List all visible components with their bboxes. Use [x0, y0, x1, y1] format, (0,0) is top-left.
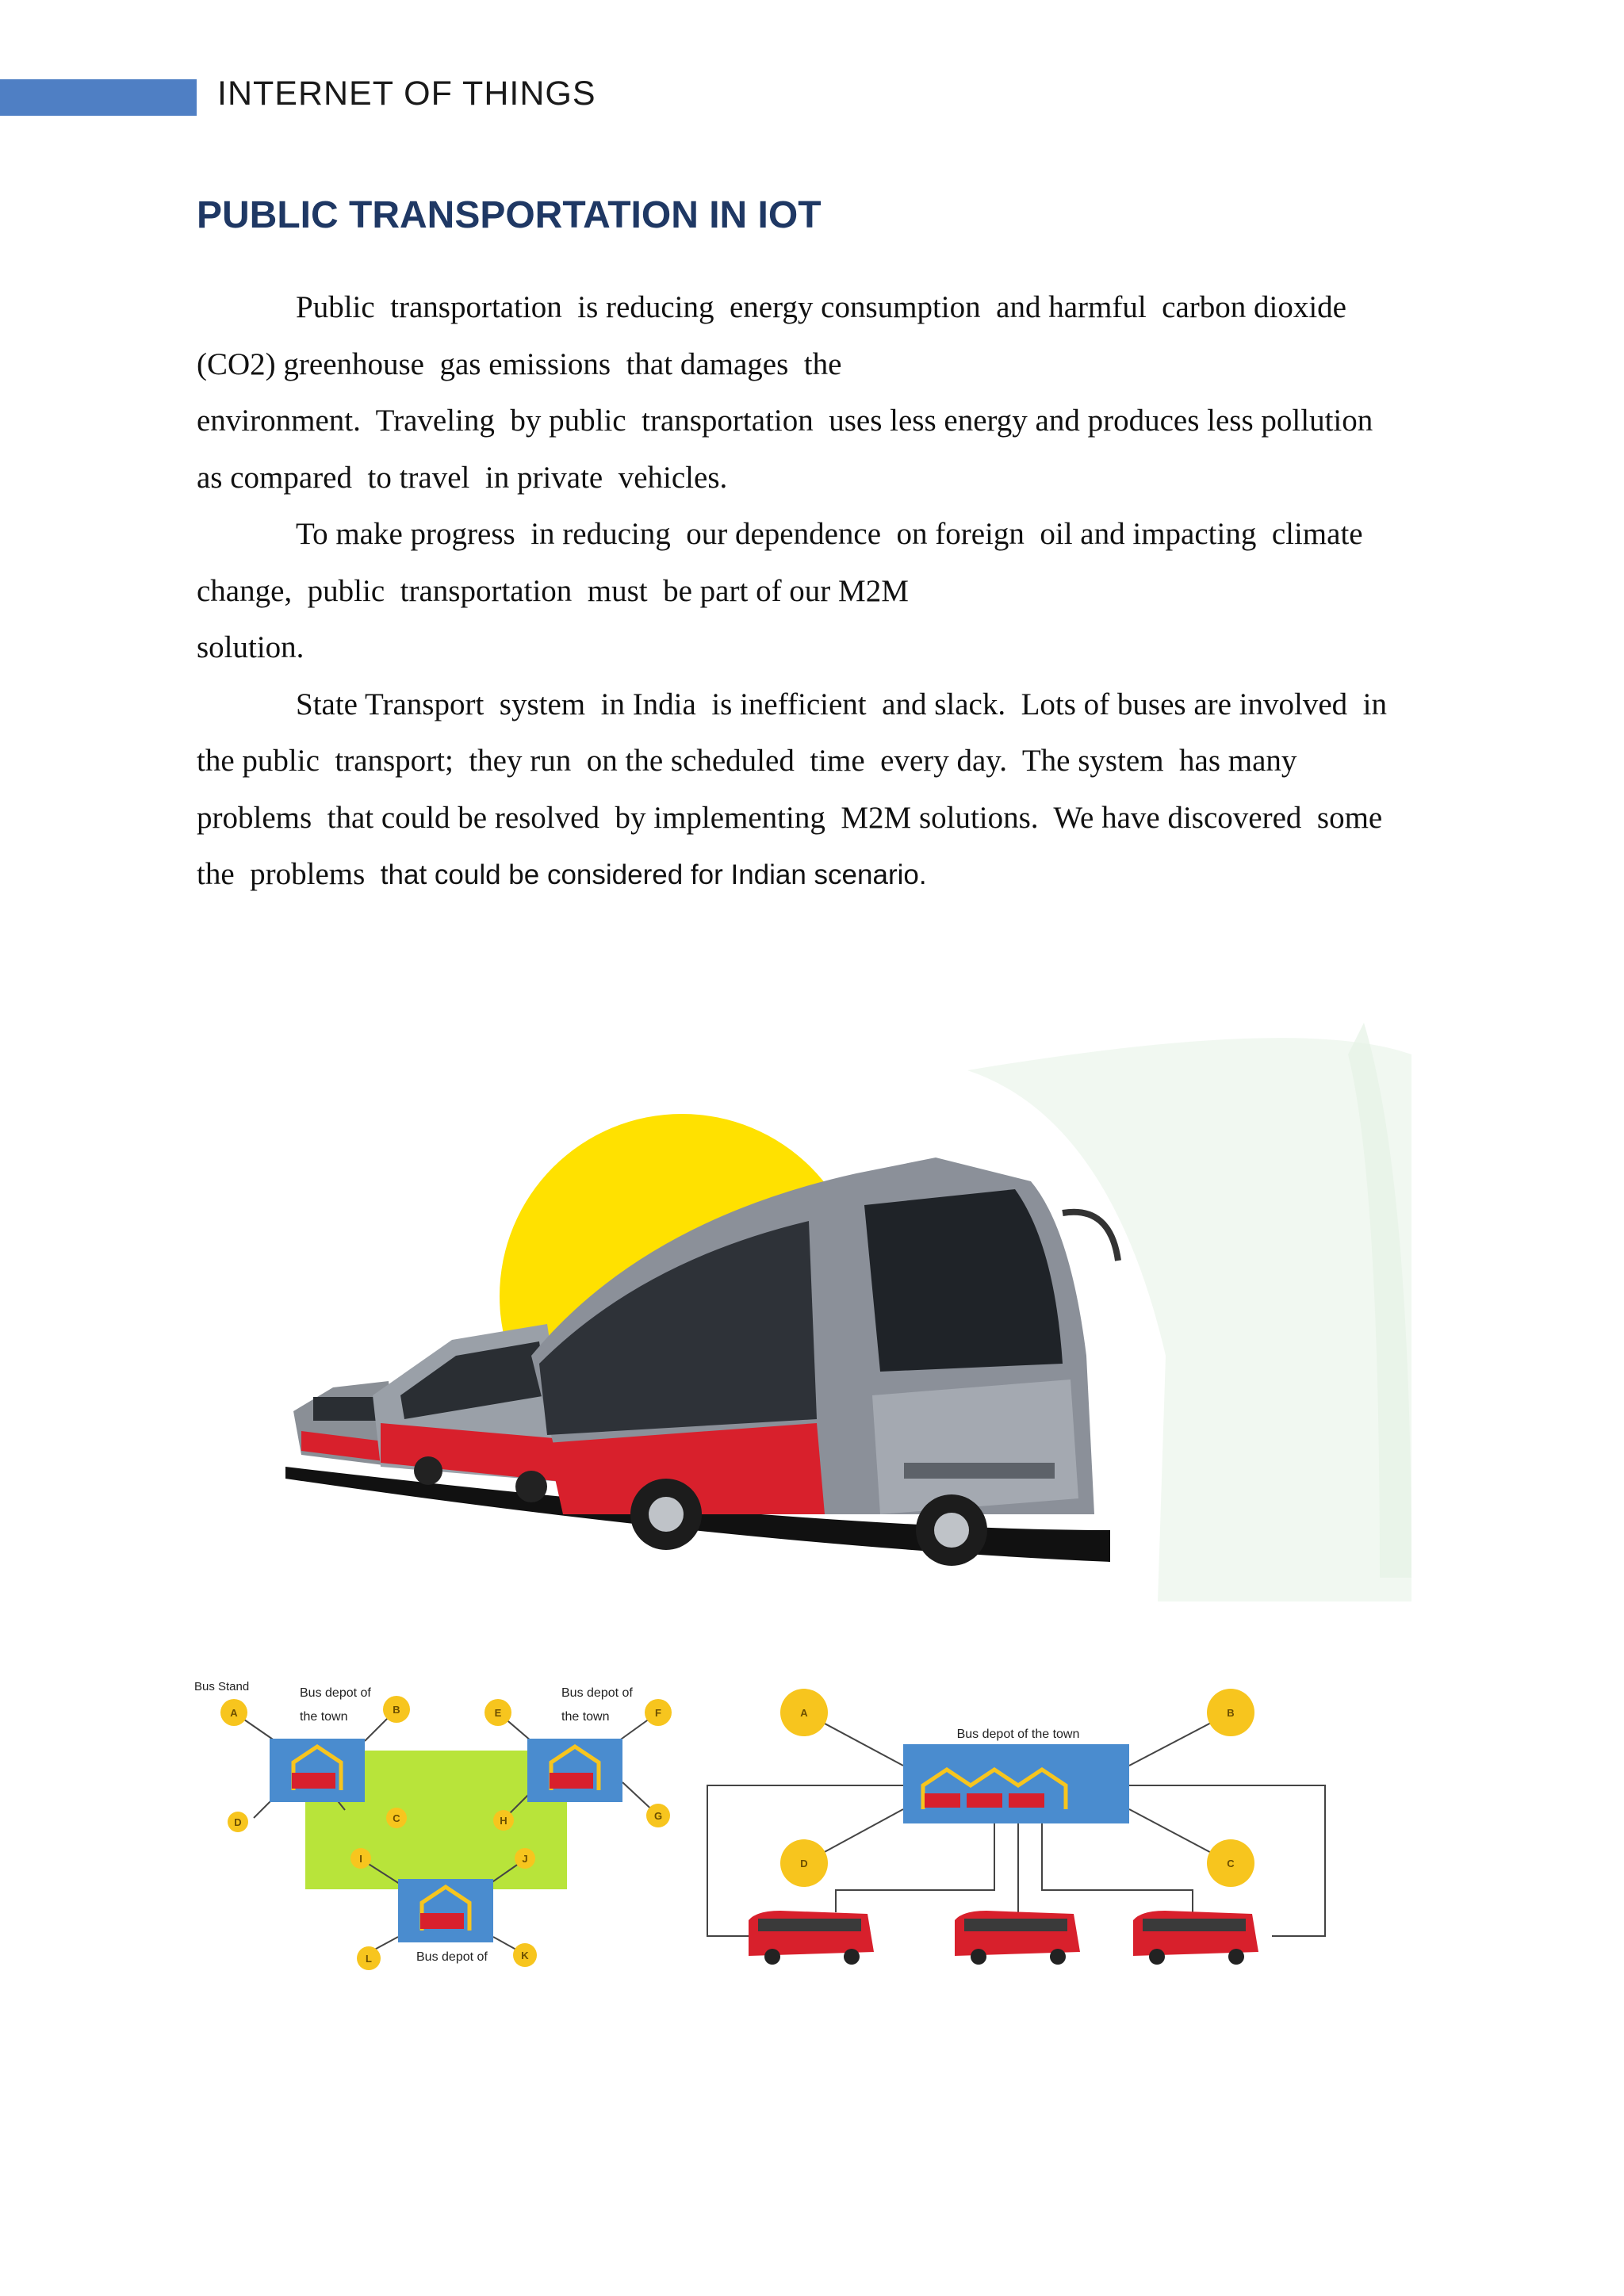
svg-text:D: D	[800, 1858, 808, 1869]
bus-icon	[749, 1911, 874, 1965]
svg-text:J: J	[522, 1853, 528, 1865]
stop-marker	[780, 1689, 828, 1736]
svg-text:K: K	[521, 1950, 529, 1961]
paragraph-line: change, public transportation must be part of our M2M	[197, 573, 909, 608]
paragraph-text-serif: the problems	[197, 857, 381, 891]
bus-icon	[1133, 1911, 1258, 1965]
paragraph-line: (CO2) greenhouse gas emissions that damages the	[197, 346, 842, 381]
paragraph-line: the public transport; they run on the scheduled time every day. The system has many	[197, 744, 1297, 778]
stop-marker	[220, 1699, 247, 1726]
stop-marker	[228, 1812, 248, 1832]
depot-box	[527, 1739, 622, 1802]
svg-text:C: C	[393, 1812, 400, 1824]
stop-marker	[645, 1699, 672, 1726]
svg-text:C: C	[1227, 1858, 1235, 1869]
stop-marker	[383, 1696, 410, 1723]
stop-marker	[1207, 1839, 1254, 1887]
stop-marker	[1207, 1689, 1254, 1736]
depot-box	[398, 1879, 493, 1942]
network-diagram-right	[701, 1682, 1327, 1976]
svg-text:B: B	[1227, 1707, 1235, 1719]
bus-stand-label: Bus Stand	[194, 1680, 250, 1693]
stop-marker	[485, 1699, 511, 1726]
svg-text:F: F	[655, 1707, 661, 1719]
paragraph-line	[197, 846, 1418, 904]
svg-text:E: E	[494, 1707, 502, 1719]
body-text	[197, 279, 1418, 904]
bus-illustration	[270, 1023, 1411, 1601]
header-title: INTERNET OF THINGS	[217, 75, 596, 113]
stop-marker	[357, 1946, 381, 1970]
stop-marker	[386, 1808, 407, 1828]
svg-text:B: B	[393, 1704, 400, 1716]
stop-marker	[350, 1848, 371, 1869]
depot-label: Bus depot of the town	[956, 1728, 1080, 1741]
header-accent-bar	[0, 79, 197, 116]
depot-label: Bus depot of	[416, 1950, 488, 1964]
svg-text:L: L	[366, 1953, 372, 1965]
stop-marker	[493, 1810, 514, 1831]
depot-label: the town	[561, 1710, 610, 1724]
svg-text:I: I	[359, 1853, 362, 1865]
network-diagram-left	[190, 1671, 682, 1973]
stop-marker	[780, 1839, 828, 1887]
bus-icon	[955, 1911, 1080, 1965]
paragraph-line: environment. Traveling by public transportation uses less energy and produces less pollution	[197, 404, 1373, 438]
paragraph-line: State Transport system in India is inefficient and slack. Lots of buses are involved in	[296, 687, 1387, 721]
paragraph-line: as compared to travel in private vehicles.	[197, 460, 728, 495]
stop-marker	[513, 1943, 537, 1967]
page-title: PUBLIC TRANSPORTATION IN IOT	[197, 194, 822, 236]
depot-label: Bus depot of	[561, 1686, 633, 1700]
depot-box	[270, 1739, 365, 1802]
paragraph-line: problems that could be resolved by implementing M2M solutions. We have discovered some	[197, 800, 1383, 835]
paragraph-line: solution.	[197, 630, 304, 664]
depot-label: the town	[300, 1710, 348, 1724]
svg-text:G: G	[653, 1810, 663, 1822]
svg-text:A: A	[230, 1707, 238, 1719]
paragraph-line: To make progress in reducing our dependence on foreign oil and impacting climate	[296, 517, 1363, 551]
stop-marker	[515, 1848, 535, 1869]
depot-label: Bus depot of	[300, 1686, 371, 1700]
svg-text:H: H	[500, 1815, 508, 1827]
depot-box	[903, 1744, 1129, 1823]
svg-text:D: D	[234, 1816, 242, 1828]
stop-marker	[646, 1804, 670, 1827]
paragraph-text-sans: that could be considered for Indian scenario.	[380, 859, 927, 890]
svg-text:A: A	[800, 1707, 808, 1719]
paragraph-line: Public transportation is reducing energy consumption and harmful carbon dioxide	[296, 290, 1346, 324]
